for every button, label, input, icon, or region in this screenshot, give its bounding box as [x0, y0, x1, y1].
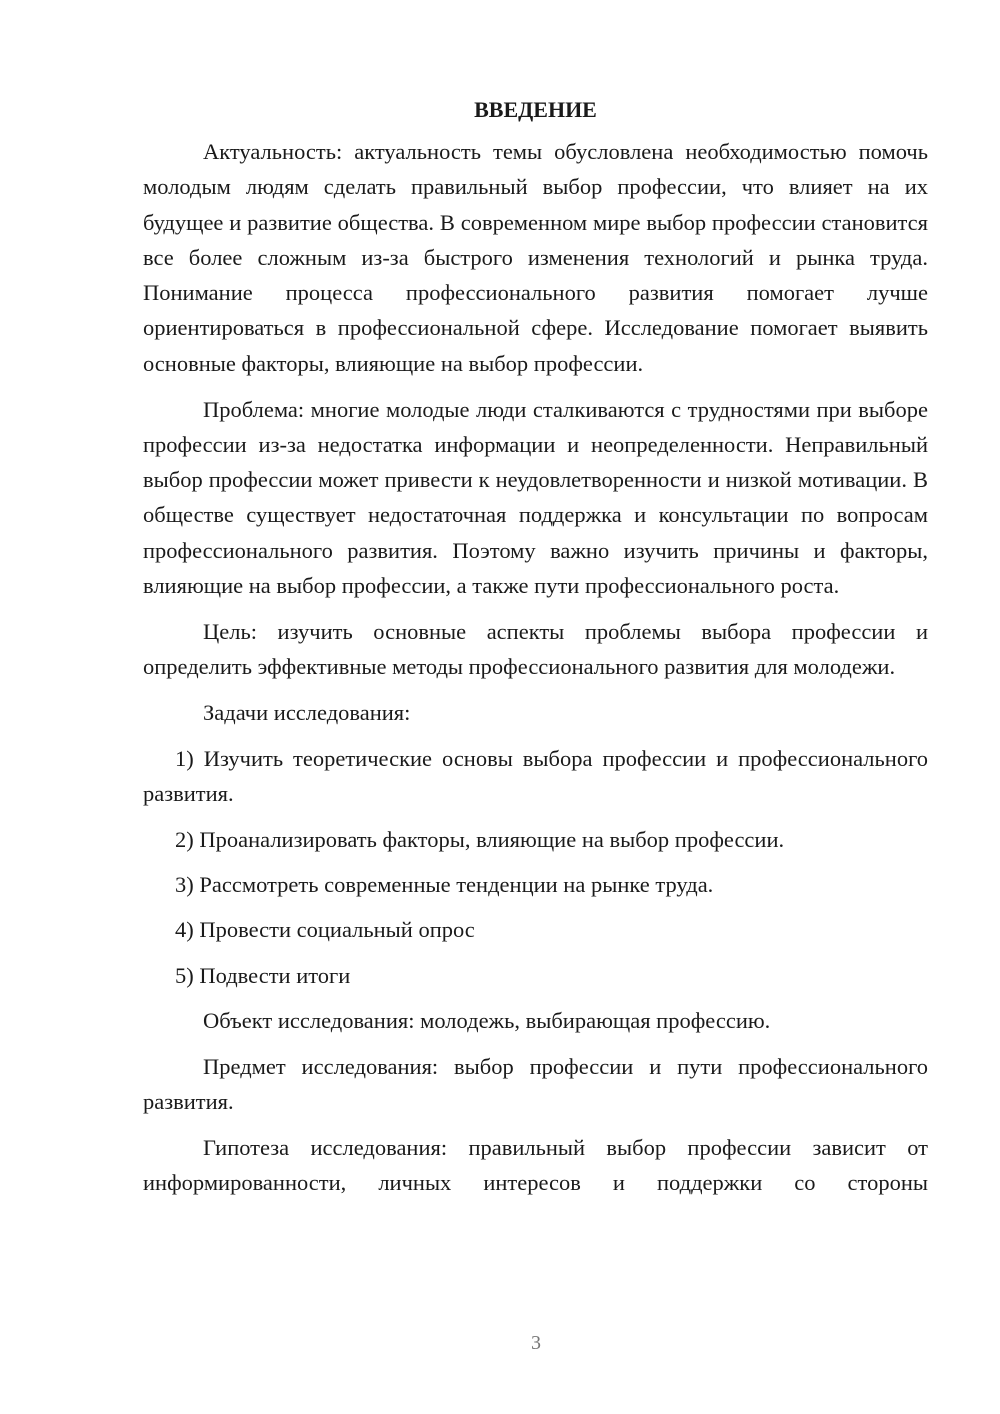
- document-page: [143, 94, 928, 1211]
- task-item: 2) Проанализировать факторы, влияющие на выбор профессии.: [175, 826, 785, 852]
- paragraph-relevance: Актуальность: актуальность темы обусловлена необходимостью помочь молодым людям сделать правильный выбор профессии, что влияет на их будущее и развитие общества. В современном мире выбор профессии становится все более сложным из-за быстрого изменения технологий и рынка труда. Понимание процесса профессионального развития помогает лучше ориентироваться в профессиональной сфере. Исследование помогает выявить основные факторы, влияющие на выбор профессии.: [143, 139, 928, 376]
- task-item: 1) Изучить теоретические основы выбора профессии и профессионального развития.: [143, 745, 928, 807]
- task-item: 5) Подвести итоги: [175, 962, 351, 988]
- paragraph-hypothesis: Гипотеза исследования: правильный выбор профессии зависит от информированности, личных интересов и поддержки со стороны: [143, 1134, 928, 1196]
- task-item: 3) Рассмотреть современные тенденции на рынке труда.: [175, 872, 714, 898]
- section-title: ВВЕДЕНИЕ: [474, 97, 597, 122]
- page-number: 3: [531, 1332, 541, 1354]
- paragraph-problem: Проблема: многие молодые люди сталкиваются с трудностями при выборе профессии из-за недостатка информации и неопределенности. Неправильный выбор профессии может привести к неудовлетворенности и низкой мотивации. В обществе существует недостаточная поддержка и консультации по вопросам профессионального развития. Поэтому важно изучить причины и факторы, влияющие на выбор профессии, а также пути профессионального роста.: [143, 396, 928, 599]
- paragraph-subject: Предмет исследования: выбор профессии и пути профессионального развития.: [143, 1053, 928, 1115]
- paragraph-object: Объект исследования: молодежь, выбирающая профессию.: [203, 1008, 771, 1034]
- paragraph-tasks-heading: Задачи исследования:: [203, 699, 411, 725]
- paragraph-goal: Цель: изучить основные аспекты проблемы выбора профессии и определить эффективные методы профессионального развития для молодежи.: [143, 618, 928, 680]
- task-item: 4) Провести социальный опрос: [175, 917, 475, 943]
